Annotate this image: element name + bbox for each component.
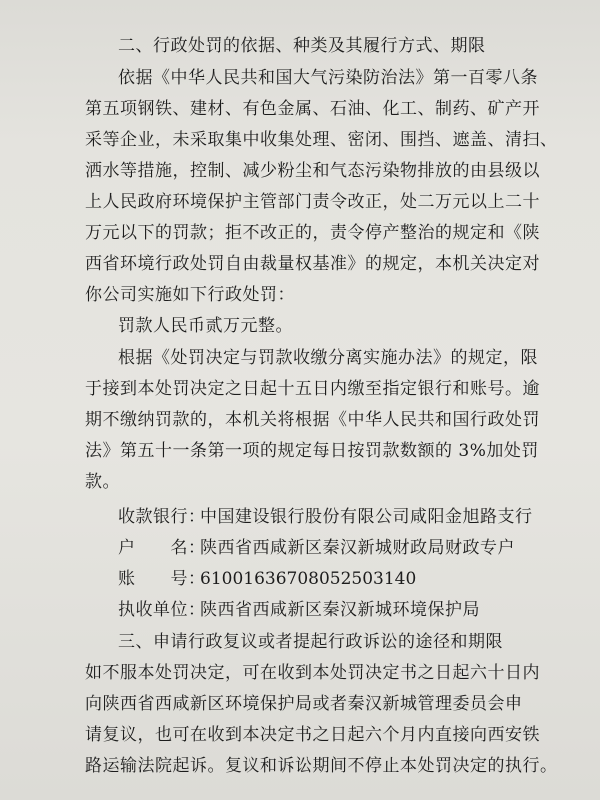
payment-unit-row — [118, 598, 480, 622]
para1-line-6: 万元以下的罚款；拒不改正的，责令停产整治的规定和《陕 — [85, 223, 540, 243]
payment-account-name-label: 户 名： — [118, 538, 206, 558]
section3-line-3: 请复议，也可在收到本决定书之日起六个月内直接向西安铁 — [85, 725, 540, 745]
para1-line-7: 西省环境行政处罚自由裁量权基准》的规定，本机关决定对 — [85, 254, 540, 274]
para1-line-4: 洒水等措施，控制、减少粉尘和气态污染物排放的由县级以 — [85, 161, 540, 181]
payment-account-number-row — [118, 567, 416, 591]
para1-line-8: 你公司实施如下行政处罚： — [85, 285, 295, 305]
section3-line-1: 如不服本处罚决定，可在收到本处罚决定书之日起六十日内 — [85, 663, 540, 683]
payment-account-name-value: 陕西省西咸新区秦汉新城财政局财政专户 — [200, 538, 515, 558]
payment-account-name-row — [118, 536, 515, 560]
para2-line-5: 款。 — [85, 472, 120, 492]
payment-account-number-label: 账 号： — [118, 569, 206, 589]
para1-line-2: 第五项钢铁、建材、有色金属、石油、化工、制药、矿产开 — [85, 99, 540, 119]
para2-line-3: 期不缴纳罚款的，本机关将根据《中华人民共和国行政处罚 — [85, 410, 540, 430]
section3-line-2: 向陕西省西咸新区环境保护局或者秦汉新城管理委员会申 — [85, 694, 523, 714]
payment-unit-value: 陕西省西咸新区秦汉新城环境保护局 — [200, 600, 480, 620]
payment-unit-label: 执收单位： — [118, 600, 206, 620]
payment-bank-label: 收款银行： — [118, 507, 206, 527]
para2-line-1: 根据《处罚决定与罚款收缴分离实施办法》的规定，限 — [118, 348, 538, 368]
para1-line-1: 依据《中华人民共和国大气污染防治法》第一百零八条 — [118, 68, 538, 88]
section-2-heading: 二、行政处罚的依据、种类及其履行方式、期限 — [118, 36, 486, 56]
section-3-heading: 三、申请行政复议或者提起行政诉讼的途径和期限 — [118, 632, 503, 652]
para1-line-5: 上人民政府环境保护主管部门责令改正，处二万元以上二十 — [85, 192, 540, 212]
para2-line-4: 法》第五十一条第一项的规定每日按罚款数额的 3%加处罚 — [85, 441, 539, 461]
payment-bank-row — [118, 505, 533, 529]
para2-line-2: 于接到本处罚决定之日起十五日内缴至指定银行和账号。逾 — [85, 379, 540, 399]
para1-line-3: 采等企业，未采取集中收集处理、密闭、围挡、遮盖、清扫、 — [85, 130, 558, 150]
penalty-amount: 罚款人民币贰万元整。 — [118, 316, 293, 336]
payment-bank-value: 中国建设银行股份有限公司咸阳金旭路支行 — [200, 507, 533, 527]
section3-line-4: 路运输法院起诉。复议和诉讼期间不停止本处罚决定的执行。 — [85, 756, 558, 776]
payment-account-number-value: 61001636708052503140 — [200, 569, 417, 589]
